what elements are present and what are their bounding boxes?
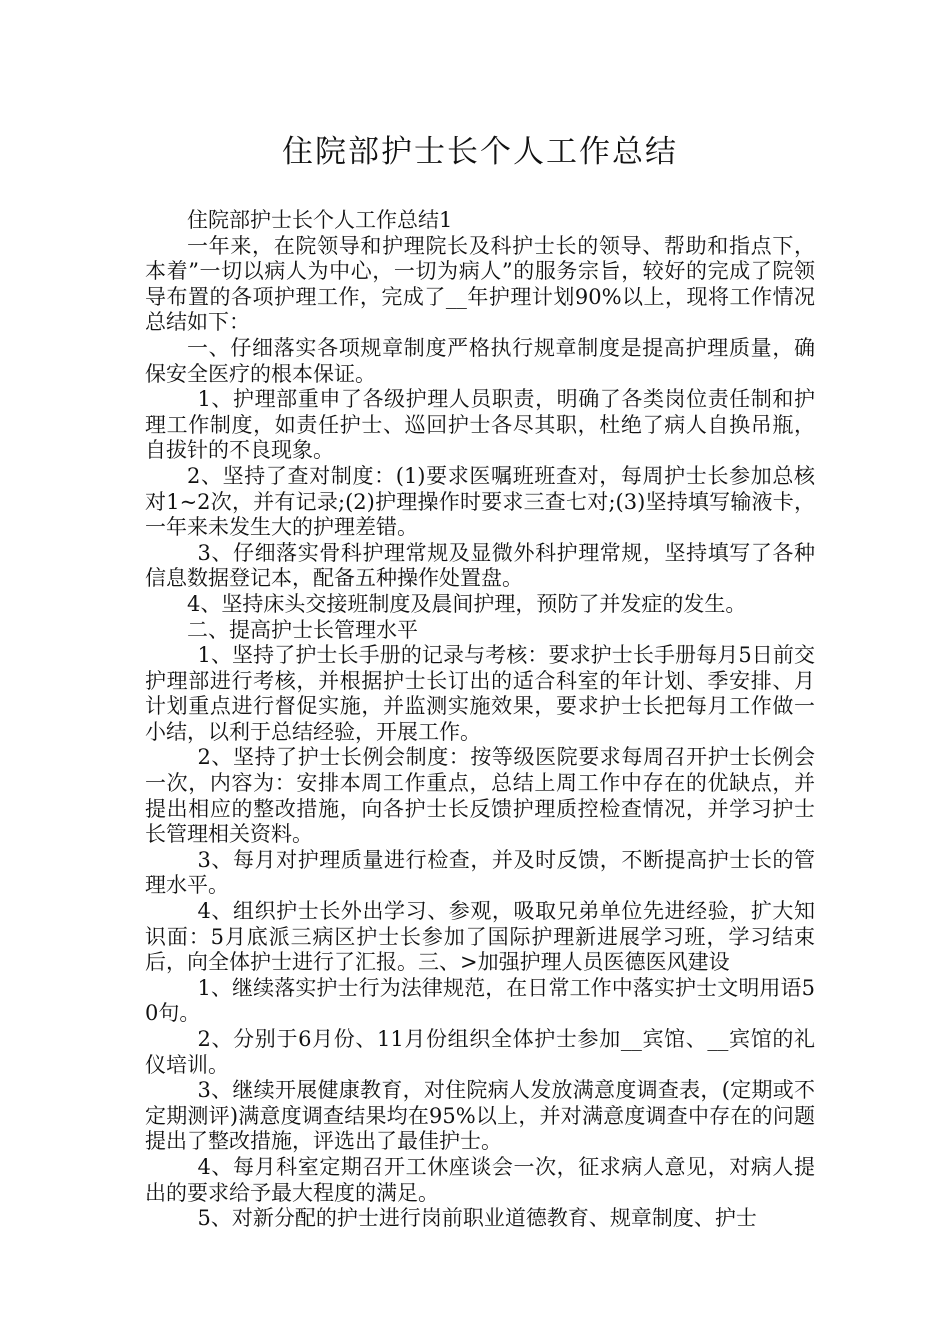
heading-one-paragraph: 一、仔细落实各项规章制度严格执行规章制度是提高护理质量，确保安全医疗的根本保证。 <box>145 335 815 386</box>
item-3-4: 4、每月科室定期召开工休座谈会一次，征求病人意见，对病人提出的要求给予最大程度的满足。 <box>145 1154 815 1205</box>
item-1-3: 3、仔细落实骨科护理常规及显微外科护理常规，坚持填写了各种信息数据登记本，配备五种操作处置盘。 <box>145 540 815 591</box>
item-3-3: 3、继续开展健康教育，对住院病人发放满意度调查表，(定期或不定期测评)满意度调查结果均在95%以上，并对满意度调查中存在的问题提出了整改措施，评选出了最佳护士。 <box>145 1078 815 1154</box>
intro-paragraph: 一年来，在院领导和护理院长及科护士长的领导、帮助和指点下，本着”一切以病人为中心，一切为病人”的服务宗旨，较好的完成了院领导布置的各项护理工作，完成了__年护理计划90%以上，现将工作情况总结如下： <box>145 233 815 335</box>
item-2-3: 3、每月对护理质量进行检查，并及时反馈，不断提高护士长的管理水平。 <box>145 847 815 898</box>
item-3-1: 1、继续落实护士行为法律规范，在日常工作中落实护士文明用语50句。 <box>145 975 815 1026</box>
item-3-2: 2、分别于6月份、11月份组织全体护士参加__宾馆、__宾馆的礼仪培训。 <box>145 1027 815 1077</box>
item-3-5: 5、对新分配的护士进行岗前职业道德教育、规章制度、护士 <box>197 1206 757 1231</box>
item-2-1: 1、坚持了护士长手册的记录与考核：要求护士长手册每月5日前交护理部进行考核，并根据护士长订出的适合科室的年计划、季安排、月计划重点进行督促实施，并监测实施效果，要求护士长把每月工作做一小结，以利于总结经验，开展工作。 <box>145 643 815 744</box>
heading-two: 二、提高护士长管理水平 <box>187 617 418 642</box>
document-page <box>145 120 815 1232</box>
section-title: 住院部护士长个人工作总结1 <box>187 208 453 232</box>
item-2-4: 4、组织护士长外出学习、参观，吸取兄弟单位先进经验，扩大知识面：5月底派三病区护士长参加了国际护理新进展学习班，学习结束后，向全体护士进行了汇报。三、>加强护理人员医德医风建设 <box>145 899 815 975</box>
document-title: 住院部护士长个人工作总结 <box>282 134 678 170</box>
item-1-1: 1、护理部重申了各级护理人员职责，明确了各类岗位责任制和护理工作制度，如责任护士、巡回护士各尽其职，杜绝了病人自换吊瓶，自拔针的不良现象。 <box>145 387 815 463</box>
item-1-4: 4、坚持床头交接班制度及晨间护理，预防了并发症的发生。 <box>187 591 747 616</box>
item-1-2: 2、坚持了查对制度：(1)要求医嘱班班查对，每周护士长参加总核对1~2次，并有记录;(2)护理操作时要求三查七对;(3)坚持填写输液卡，一年来未发生大的护理差错。 <box>145 463 815 540</box>
item-2-2: 2、坚持了护士长例会制度：按等级医院要求每周召开护士长例会一次，内容为：安排本周工作重点，总结上周工作中存在的优缺点，并提出相应的整改措施，向各护士长反馈护理质控检查情况，并学习护士长管理相关资料。 <box>145 745 815 847</box>
